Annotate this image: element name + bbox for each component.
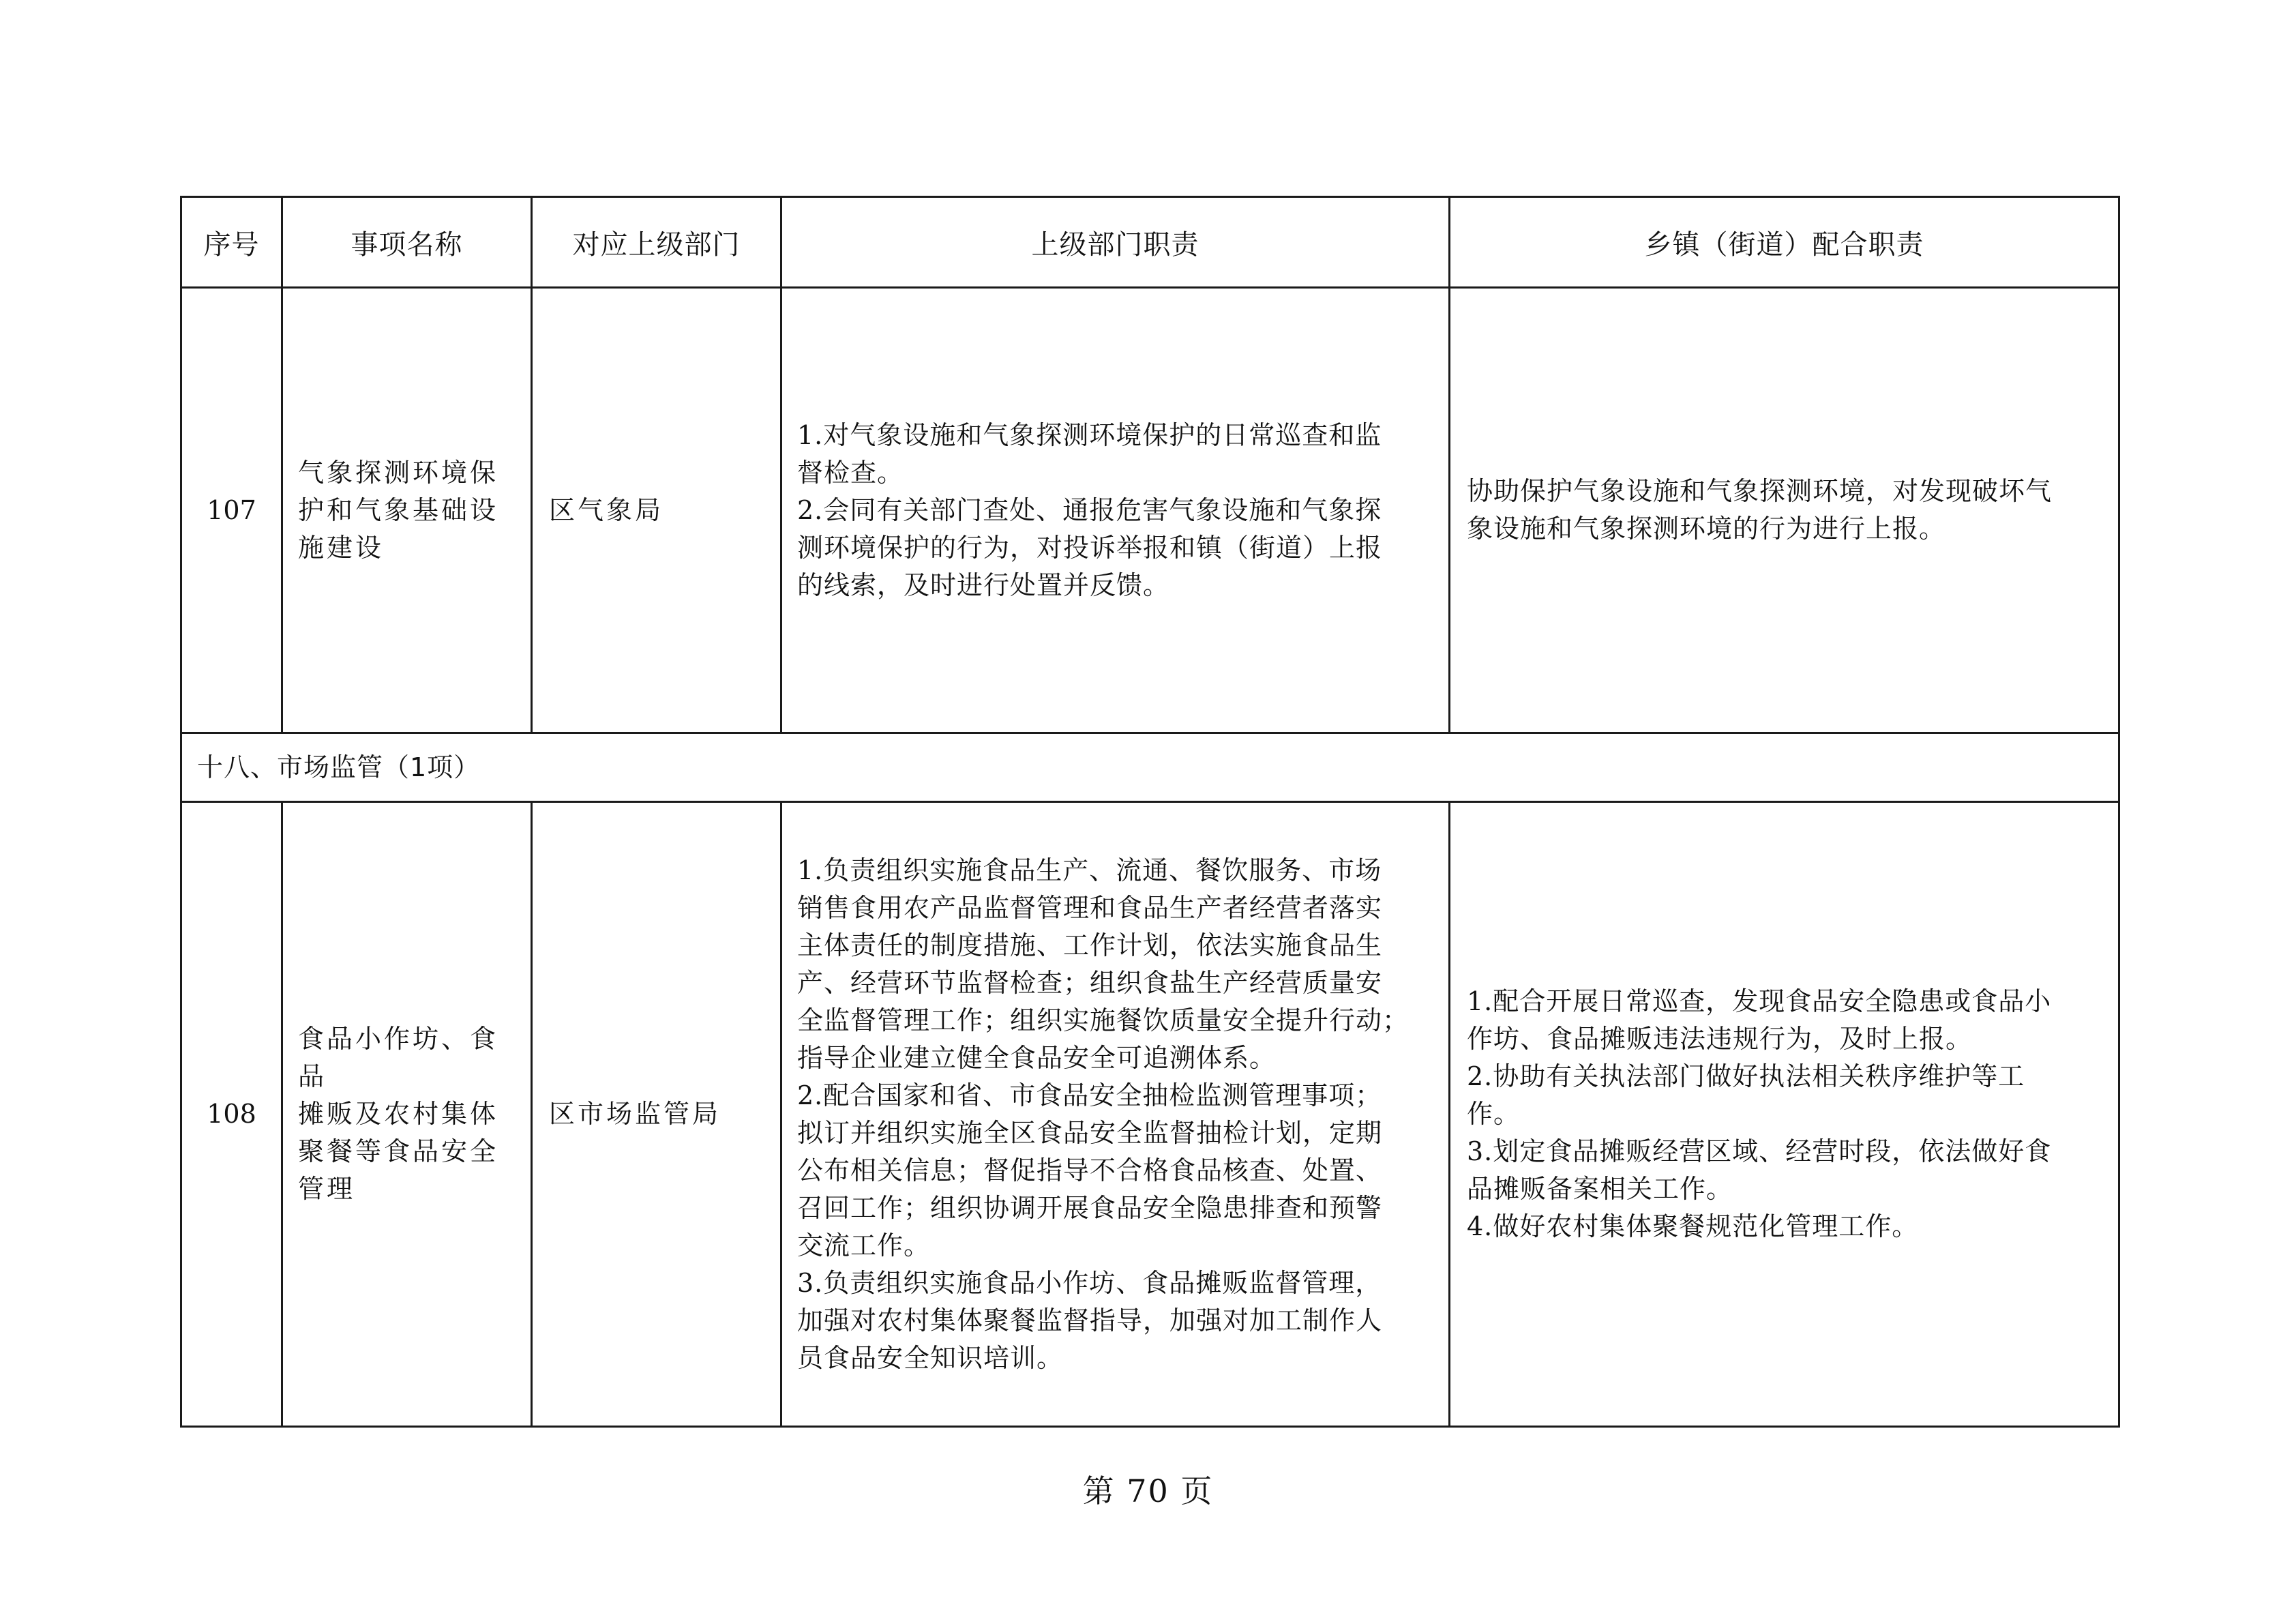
table-row [181, 802, 2119, 1427]
upper-duty-line: 2.会同有关部门查处、通报危害气象设施和气象探 [797, 494, 1382, 525]
row-upper-duty [781, 802, 1450, 1427]
row-town-duty [1450, 802, 2119, 1427]
town-duty-line: 1.配合开展日常巡查，发现食品安全隐患或食品小 [1467, 986, 2052, 1016]
item-name-line: 食品小作坊、食品 [298, 1024, 499, 1091]
town-duty-line: 象设施和气象探测环境的行为进行上报。 [1467, 514, 1946, 544]
upper-duty-line: 产、经营环节监督检查；组织食盐生产经营质量安 [797, 967, 1383, 998]
header-name: 事项名称 [282, 197, 532, 288]
item-name-line: 管理 [298, 1174, 356, 1204]
town-duty-line: 作坊、食品摊贩违法违规行为，及时上报。 [1467, 1024, 1973, 1054]
header-upper-duty: 上级部门职责 [781, 197, 1450, 288]
upper-duty-line: 2.配合国家和省、市食品安全抽检监测管理事项； [797, 1080, 1382, 1110]
town-duty-line: 2.协助有关执法部门做好执法相关秩序维护等工 [1467, 1061, 2025, 1091]
item-name-line: 气象探测环境保 [298, 457, 499, 488]
upper-duty-line: 公布相关信息；督促指导不合格食品核查、处置、 [797, 1155, 1383, 1185]
header-seq: 序号 [181, 197, 282, 288]
upper-duty-line: 3.负责组织实施食品小作坊、食品摊贩监督管理， [797, 1267, 1382, 1298]
upper-duty-line: 1.负责组织实施食品生产、流通、餐饮服务、市场 [797, 855, 1382, 885]
header-dept: 对应上级部门 [532, 197, 781, 288]
upper-duty-line: 交流工作。 [797, 1230, 931, 1260]
upper-duty-line: 指导企业建立健全食品安全可追溯体系。 [797, 1042, 1277, 1073]
item-name-line: 聚餐等食品安全 [298, 1136, 499, 1166]
item-name-line: 护和气象基础设 [298, 494, 499, 525]
upper-duty-line: 加强对农村集体聚餐监督指导，加强对加工制作人 [797, 1305, 1383, 1335]
upper-duty-line: 销售食用农产品监督管理和食品生产者经营者落实 [797, 892, 1383, 923]
upper-duty-line: 的线索，及时进行处置并反馈。 [797, 570, 1170, 600]
duty-table [180, 196, 2120, 1428]
row-town-duty [1450, 288, 2119, 733]
item-name-line: 摊贩及农村集体 [298, 1099, 499, 1129]
town-duty-line: 作。 [1467, 1099, 1521, 1129]
row-dept: 区市场监管局 [532, 802, 781, 1427]
page-number: 第 70 页 [1082, 1473, 1214, 1509]
row-item-name [282, 288, 532, 733]
town-duty-line: 3.划定食品摊贩经营区域、经营时段，依法做好食 [1467, 1136, 2052, 1166]
table-row [181, 288, 2119, 733]
row-seq: 108 [181, 802, 282, 1427]
row-dept: 区气象局 [532, 288, 781, 733]
town-duty-line: 协助保护气象设施和气象探测环境，对发现破坏气 [1467, 476, 2053, 506]
upper-duty-line: 督检查。 [797, 457, 904, 488]
upper-duty-line: 全监督管理工作；组织实施餐饮质量安全提升行动； [797, 1005, 1410, 1035]
row-upper-duty [781, 288, 1450, 733]
section-heading: 十八、市场监管（1项） [181, 733, 2119, 802]
upper-duty-line: 测环境保护的行为，对投诉举报和镇（街道）上报 [797, 532, 1383, 563]
row-item-name [282, 802, 532, 1427]
town-duty-line: 品摊贩备案相关工作。 [1467, 1174, 1733, 1204]
header-row [181, 197, 2119, 288]
item-name-line: 施建设 [298, 532, 385, 563]
upper-duty-line: 召回工作；组织协调开展食品安全隐患排查和预警 [797, 1192, 1383, 1223]
town-duty-line: 4.做好农村集体聚餐规范化管理工作。 [1467, 1211, 1919, 1241]
upper-duty-line: 1.对气象设施和气象探测环境保护的日常巡查和监 [797, 419, 1382, 450]
upper-duty-line: 员食品安全知识培训。 [797, 1342, 1064, 1373]
upper-duty-line: 拟订并组织实施全区食品安全监督抽检计划，定期 [797, 1117, 1383, 1148]
section-row [181, 733, 2119, 802]
upper-duty-line: 主体责任的制度措施、工作计划，依法实施食品生 [797, 930, 1383, 960]
header-town-duty: 乡镇（街道）配合职责 [1450, 197, 2119, 288]
row-seq: 107 [181, 288, 282, 733]
